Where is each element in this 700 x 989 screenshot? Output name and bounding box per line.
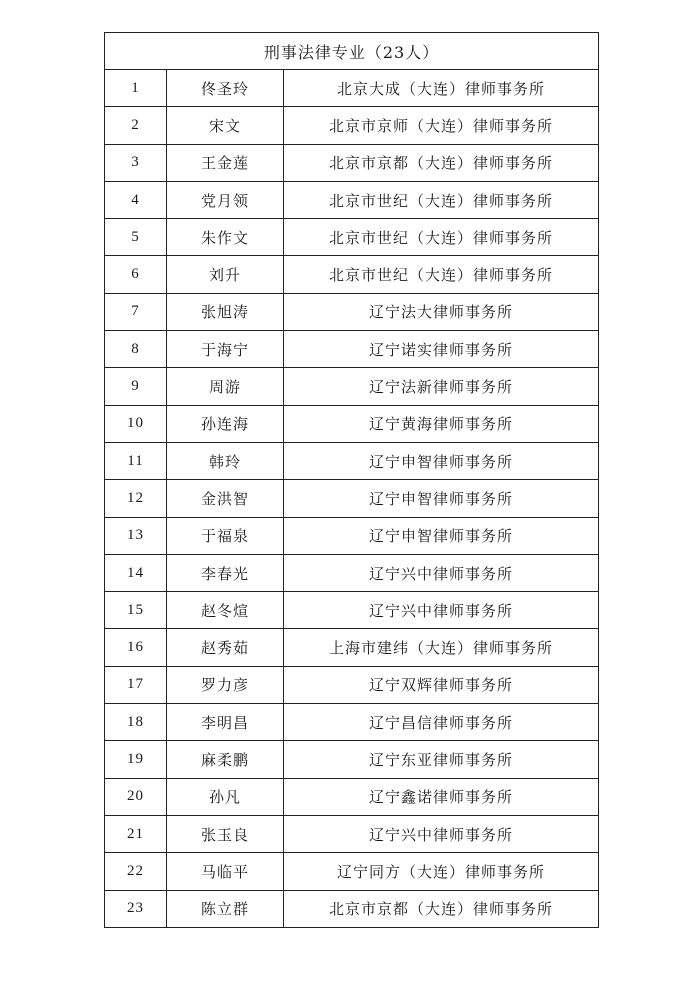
- row-number: 18: [105, 704, 167, 741]
- table-row: [105, 554, 599, 591]
- lawyer-name: 朱作文: [167, 219, 284, 256]
- table-row: [105, 107, 599, 144]
- row-number: 10: [105, 405, 167, 442]
- table-row: [105, 890, 599, 927]
- row-number: 22: [105, 853, 167, 890]
- lawyer-name: 马临平: [167, 853, 284, 890]
- lawyer-name: 刘升: [167, 256, 284, 293]
- table-row: [105, 778, 599, 815]
- row-number: 11: [105, 442, 167, 479]
- table-row: [105, 293, 599, 330]
- row-number: 15: [105, 592, 167, 629]
- lawyer-name: 周游: [167, 368, 284, 405]
- row-number: 13: [105, 517, 167, 554]
- table-row: [105, 666, 599, 703]
- law-firm: 北京市京都（大连）律师事务所: [284, 890, 599, 927]
- lawyer-name: 陈立群: [167, 890, 284, 927]
- law-firm: 北京市世纪（大连）律师事务所: [284, 219, 599, 256]
- law-firm: 辽宁兴中律师事务所: [284, 554, 599, 591]
- lawyer-name: 孙连海: [167, 405, 284, 442]
- lawyer-name: 赵秀茹: [167, 629, 284, 666]
- row-number: 19: [105, 741, 167, 778]
- lawyer-name: 宋文: [167, 107, 284, 144]
- row-number: 3: [105, 144, 167, 181]
- law-firm: 辽宁法大律师事务所: [284, 293, 599, 330]
- table-row: [105, 256, 599, 293]
- table-row: [105, 368, 599, 405]
- row-number: 8: [105, 331, 167, 368]
- law-firm: 辽宁黄海律师事务所: [284, 405, 599, 442]
- law-firm: 北京市京都（大连）律师事务所: [284, 144, 599, 181]
- table-row: [105, 853, 599, 890]
- lawyer-roster-table: [104, 32, 599, 928]
- row-number: 12: [105, 480, 167, 517]
- row-number: 9: [105, 368, 167, 405]
- law-firm: 辽宁东亚律师事务所: [284, 741, 599, 778]
- lawyer-name: 党月领: [167, 181, 284, 218]
- row-number: 20: [105, 778, 167, 815]
- lawyer-name: 于福泉: [167, 517, 284, 554]
- row-number: 7: [105, 293, 167, 330]
- table-row: [105, 629, 599, 666]
- table-title: 刑事法律专业（23人）: [105, 33, 599, 70]
- lawyer-name: 麻柔鹏: [167, 741, 284, 778]
- lawyer-name: 韩玲: [167, 442, 284, 479]
- law-firm: 辽宁双辉律师事务所: [284, 666, 599, 703]
- lawyer-name: 赵冬煊: [167, 592, 284, 629]
- row-number: 23: [105, 890, 167, 927]
- table-row: [105, 442, 599, 479]
- table-row: [105, 331, 599, 368]
- table-row: [105, 704, 599, 741]
- lawyer-name: 孙凡: [167, 778, 284, 815]
- law-firm: 辽宁昌信律师事务所: [284, 704, 599, 741]
- table-row: [105, 517, 599, 554]
- lawyer-name: 李明昌: [167, 704, 284, 741]
- row-number: 14: [105, 554, 167, 591]
- law-firm: 北京市世纪（大连）律师事务所: [284, 256, 599, 293]
- law-firm: 辽宁兴中律师事务所: [284, 815, 599, 852]
- lawyer-name: 佟圣玲: [167, 70, 284, 107]
- row-number: 6: [105, 256, 167, 293]
- table-row: [105, 181, 599, 218]
- law-firm: 辽宁鑫诺律师事务所: [284, 778, 599, 815]
- lawyer-name: 王金莲: [167, 144, 284, 181]
- law-firm: 辽宁申智律师事务所: [284, 442, 599, 479]
- table-row: [105, 219, 599, 256]
- law-firm: 辽宁申智律师事务所: [284, 517, 599, 554]
- law-firm: 辽宁申智律师事务所: [284, 480, 599, 517]
- row-number: 17: [105, 666, 167, 703]
- law-firm: 辽宁法新律师事务所: [284, 368, 599, 405]
- table-row: [105, 405, 599, 442]
- table-row: [105, 144, 599, 181]
- law-firm: 辽宁兴中律师事务所: [284, 592, 599, 629]
- lawyer-name: 金洪智: [167, 480, 284, 517]
- table-row: [105, 592, 599, 629]
- law-firm: 辽宁同方（大连）律师事务所: [284, 853, 599, 890]
- law-firm: 北京大成（大连）律师事务所: [284, 70, 599, 107]
- law-firm: 辽宁诺实律师事务所: [284, 331, 599, 368]
- table-title-row: [105, 33, 599, 70]
- lawyer-name: 李春光: [167, 554, 284, 591]
- law-firm: 北京市世纪（大连）律师事务所: [284, 181, 599, 218]
- row-number: 1: [105, 70, 167, 107]
- row-number: 2: [105, 107, 167, 144]
- table-row: [105, 741, 599, 778]
- row-number: 5: [105, 219, 167, 256]
- row-number: 16: [105, 629, 167, 666]
- law-firm: 上海市建纬（大连）律师事务所: [284, 629, 599, 666]
- lawyer-name: 于海宁: [167, 331, 284, 368]
- row-number: 21: [105, 815, 167, 852]
- table-row: [105, 70, 599, 107]
- lawyer-name: 张玉良: [167, 815, 284, 852]
- lawyer-name: 张旭涛: [167, 293, 284, 330]
- lawyer-name: 罗力彦: [167, 666, 284, 703]
- law-firm: 北京市京师（大连）律师事务所: [284, 107, 599, 144]
- table-row: [105, 480, 599, 517]
- row-number: 4: [105, 181, 167, 218]
- table-row: [105, 815, 599, 852]
